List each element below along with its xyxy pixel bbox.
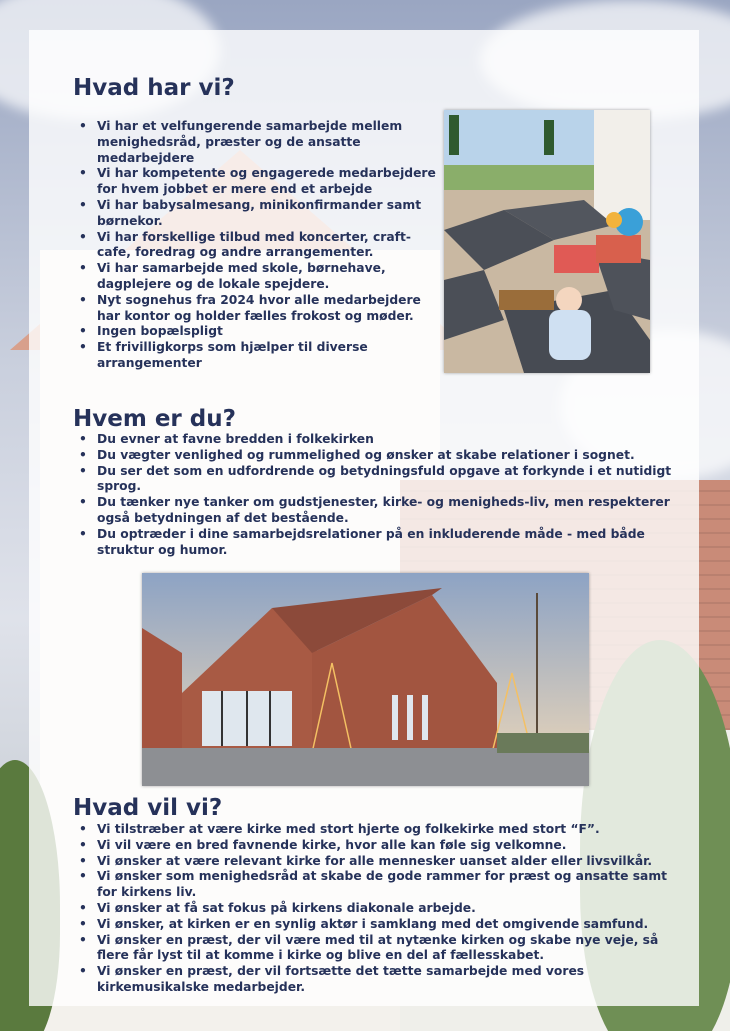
list-item: • Ingen bopælspligt [97,324,442,340]
list-hvad-vil-vi [77,822,677,996]
list-item: • Vi ønsker som menighedsråd at skabe de gode rammer for præst og ansatte samt for kirkens liv. [97,869,677,901]
list-hvem-er-du [77,432,687,558]
list-item: • Vi har forskellige tilbud med koncerter, craft-cafe, foredrag og andre arrangementer. [97,230,442,262]
heading-hvad-vil-vi: Hvad vil vi? [73,795,223,821]
list-item: • Vi tilstræber at være kirke med stort hjerte og folkekirke med stort “F”. [97,822,677,838]
list-item: • Vi har babysalmesang, minikonfirmander samt børnekor. [97,198,442,230]
list-item: • Nyt sognehus fra 2024 hvor alle medarbejdere har kontor og holder fælles frokost og møder. [97,293,442,325]
heading-hvem-er-du: Hvem er du? [73,406,236,432]
photo-parish-house [142,573,589,786]
list-item: • Du ser det som en udfordrende og betydningsfuld opgave at forkynde i et nutidigt sprog. [97,464,687,496]
list-item: • Vi ønsker at få sat fokus på kirkens diakonale arbejde. [97,901,677,917]
list-item: • Vi vil være en bred favnende kirke, hvor alle kan føle sig velkomne. [97,838,677,854]
list-item: • Vi ønsker en præst, der vil fortsætte det tætte samarbejde med vores kirkemusikalske medarbejder. [97,964,677,996]
photo-children-room [444,110,650,373]
heading-hvad-har-vi: Hvad har vi? [73,75,235,101]
list-item: • Vi har kompetente og engagerede medarbejdere for hvem jobbet er mere end et arbejde [97,166,442,198]
list-item: • Et frivilligkorps som hjælper til diverse arrangementer [97,340,442,372]
list-item: • Vi ønsker at være relevant kirke for alle mennesker uanset alder eller livsvilkår. [97,854,677,870]
list-item: • Vi ønsker en præst, der vil være med til at nytænke kirken og skabe nye veje, så flere får lyst til at komme i kirke og blive en del af fællesskabet. [97,933,677,965]
list-item: • Vi har samarbejde med skole, børnehave, dagplejere og de lokale spejdere. [97,261,442,293]
list-hvad-har-vi [77,119,442,372]
list-item: • Du vægter venlighed og rummelighed og ønsker at skabe relationer i sognet. [97,448,687,464]
list-item: • Du evner at favne bredden i folkekirken [97,432,687,448]
list-item: • Vi har et velfungerende samarbejde mellem menighedsråd, præster og de ansatte medarbejdere [97,119,442,166]
list-item: • Du tænker nye tanker om gudstjenester, kirke- og menigheds-liv, men respekterer også betydningen af det bestående. [97,495,687,527]
list-item: • Du optræder i dine samarbejdsrelationer på en inkluderende måde - med både struktur og humor. [97,527,687,559]
list-item: • Vi ønsker, at kirken er en synlig aktør i samklang med det omgivende samfund. [97,917,677,933]
